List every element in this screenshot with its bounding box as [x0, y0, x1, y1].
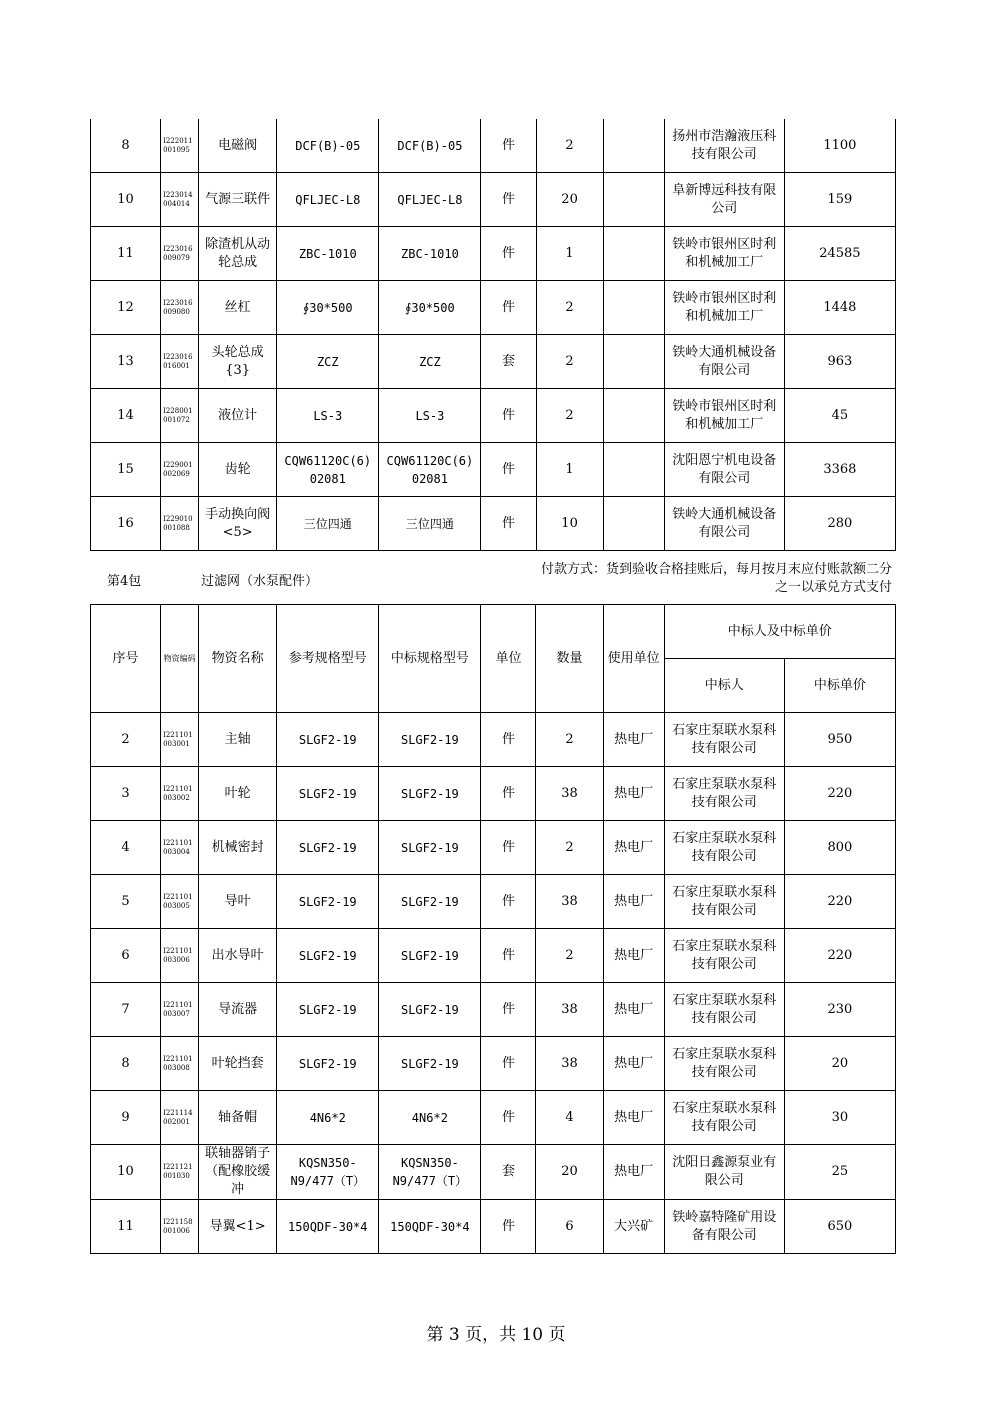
cell-ref-spec: SLGF2-19	[277, 713, 379, 767]
cell-qty: 2	[536, 281, 603, 335]
cell-no: 14	[91, 389, 161, 443]
cell-win-spec: QFLJEC-L8	[379, 173, 481, 227]
package-name: 过滤网（水泵配件）	[201, 574, 319, 589]
cell-user	[603, 443, 664, 497]
cell-winner: 石家庄泵联水泵科技有限公司	[664, 1037, 784, 1091]
header-ref-spec: 参考规格型号	[277, 605, 379, 713]
cell-price: 45	[784, 389, 895, 443]
cell-user: 热电厂	[603, 875, 664, 929]
cell-code: I221101 003006	[161, 929, 199, 983]
cell-unit: 套	[481, 1145, 536, 1200]
cell-no: 5	[91, 875, 161, 929]
cell-winner: 阜新博远科技有限公司	[664, 173, 784, 227]
cell-ref-spec: DCF(B)-05	[277, 119, 379, 173]
cell-code: I223016 016001	[161, 335, 199, 389]
cell-code: I222011 001095	[161, 119, 199, 173]
cell-unit: 件	[481, 119, 536, 173]
cell-qty: 2	[536, 119, 603, 173]
cell-name: 手动换向阀<5>	[199, 497, 277, 551]
cell-user: 热电厂	[603, 821, 664, 875]
table-row	[91, 713, 896, 767]
cell-ref-spec: ZCZ	[277, 335, 379, 389]
cell-no: 13	[91, 335, 161, 389]
cell-ref-spec: ZBC-1010	[277, 227, 379, 281]
cell-unit: 件	[481, 497, 536, 551]
cell-winner: 石家庄泵联水泵科技有限公司	[664, 713, 784, 767]
cell-name: 电磁阀	[199, 119, 277, 173]
cell-winner: 铁岭大通机械设备有限公司	[664, 335, 784, 389]
cell-ref-spec: SLGF2-19	[277, 821, 379, 875]
cell-code: I221121 001030	[161, 1145, 199, 1200]
cell-user	[603, 173, 664, 227]
cell-qty: 38	[536, 767, 603, 821]
header-name: 物资名称	[199, 605, 277, 713]
cell-qty: 20	[536, 1145, 603, 1200]
cell-no: 16	[91, 497, 161, 551]
cell-qty: 1	[536, 227, 603, 281]
cell-price: 800	[784, 821, 895, 875]
cell-ref-spec: SLGF2-19	[277, 983, 379, 1037]
payment-terms: 付款方式：货到验收合格挂账后，每月按月末应付账款额二分之一以承兑方式支付	[540, 562, 892, 595]
cell-ref-spec: 150QDF-30*4	[277, 1200, 379, 1254]
cell-win-spec: SLGF2-19	[379, 821, 481, 875]
cell-win-spec: CQW61120C(6) 02081	[379, 443, 481, 497]
cell-unit: 件	[481, 173, 536, 227]
cell-price: 20	[784, 1037, 895, 1091]
cell-user: 热电厂	[603, 1037, 664, 1091]
cell-ref-spec: 4N6*2	[277, 1091, 379, 1145]
cell-win-spec: 三位四通	[379, 497, 481, 551]
cell-qty: 38	[536, 1037, 603, 1091]
cell-name: 叶轮挡套	[199, 1037, 277, 1091]
header-user: 使用单位	[603, 605, 664, 713]
header-qty: 数量	[536, 605, 603, 713]
cell-qty: 20	[536, 173, 603, 227]
cell-qty: 2	[536, 389, 603, 443]
table-row	[91, 875, 896, 929]
cell-win-spec: ZBC-1010	[379, 227, 481, 281]
cell-price: 650	[784, 1200, 895, 1254]
cell-no: 8	[91, 1037, 161, 1091]
table-row	[91, 1145, 896, 1200]
table-row	[91, 443, 896, 497]
cell-winner: 铁岭嘉特隆矿用设备有限公司	[664, 1200, 784, 1254]
cell-qty: 2	[536, 335, 603, 389]
cell-qty: 38	[536, 875, 603, 929]
cell-price: 280	[784, 497, 895, 551]
cell-winner: 石家庄泵联水泵科技有限公司	[664, 875, 784, 929]
cell-code: I221101 003005	[161, 875, 199, 929]
cell-unit: 件	[481, 821, 536, 875]
cell-qty: 10	[536, 497, 603, 551]
cell-ref-spec: 三位四通	[277, 497, 379, 551]
table-row	[91, 119, 896, 173]
cell-user: 热电厂	[603, 767, 664, 821]
cell-code: I221101 003004	[161, 821, 199, 875]
cell-user	[603, 335, 664, 389]
cell-qty: 2	[536, 713, 603, 767]
table-row	[91, 497, 896, 551]
cell-unit: 套	[481, 335, 536, 389]
cell-unit: 件	[481, 443, 536, 497]
cell-win-spec: ZCZ	[379, 335, 481, 389]
cell-no: 10	[91, 173, 161, 227]
table-row	[91, 1091, 896, 1145]
cell-user	[603, 497, 664, 551]
table-row	[91, 227, 896, 281]
cell-user: 热电厂	[603, 929, 664, 983]
cell-no: 10	[91, 1145, 161, 1200]
cell-name: 轴备帽	[199, 1091, 277, 1145]
cell-no: 15	[91, 443, 161, 497]
table-row	[91, 983, 896, 1037]
table-row	[91, 929, 896, 983]
cell-qty: 38	[536, 983, 603, 1037]
cell-price: 1100	[784, 119, 895, 173]
cell-unit: 件	[481, 767, 536, 821]
cell-code: I229001 002069	[161, 443, 199, 497]
cell-unit: 件	[481, 389, 536, 443]
header-no: 序号	[91, 605, 161, 713]
cell-win-spec: SLGF2-19	[379, 1037, 481, 1091]
table-row	[91, 389, 896, 443]
cell-winner: 铁岭市银州区时利和机械加工厂	[664, 227, 784, 281]
cell-price: 25	[784, 1145, 895, 1200]
cell-winner: 铁岭市银州区时利和机械加工厂	[664, 389, 784, 443]
items-table-package-4	[90, 604, 896, 1254]
cell-name: 齿轮	[199, 443, 277, 497]
cell-win-spec: DCF(B)-05	[379, 119, 481, 173]
cell-no: 4	[91, 821, 161, 875]
cell-price: 3368	[784, 443, 895, 497]
cell-code: I223016 009080	[161, 281, 199, 335]
cell-win-spec: SLGF2-19	[379, 767, 481, 821]
cell-ref-spec: SLGF2-19	[277, 767, 379, 821]
cell-win-spec: KQSN350-N9/477（T）	[379, 1145, 481, 1200]
cell-win-spec: ∮30*500	[379, 281, 481, 335]
table-row	[91, 1200, 896, 1254]
cell-user: 热电厂	[603, 1145, 664, 1200]
cell-ref-spec: LS-3	[277, 389, 379, 443]
cell-name: 液位计	[199, 389, 277, 443]
cell-code: I221101 003008	[161, 1037, 199, 1091]
cell-user: 大兴矿	[603, 1200, 664, 1254]
cell-user	[603, 281, 664, 335]
cell-name: 导叶	[199, 875, 277, 929]
cell-no: 11	[91, 1200, 161, 1254]
cell-code: I223016 009079	[161, 227, 199, 281]
cell-user	[603, 389, 664, 443]
cell-user	[603, 119, 664, 173]
cell-qty: 2	[536, 929, 603, 983]
cell-ref-spec: QFLJEC-L8	[277, 173, 379, 227]
cell-price: 30	[784, 1091, 895, 1145]
cell-qty: 6	[536, 1200, 603, 1254]
cell-win-spec: LS-3	[379, 389, 481, 443]
cell-unit: 件	[481, 227, 536, 281]
cell-price: 24585	[784, 227, 895, 281]
header-price: 中标单价	[784, 659, 895, 713]
cell-win-spec: SLGF2-19	[379, 875, 481, 929]
cell-price: 950	[784, 713, 895, 767]
cell-name: 头轮总成{3}	[199, 335, 277, 389]
cell-name: 叶轮	[199, 767, 277, 821]
cell-unit: 件	[481, 929, 536, 983]
cell-winner: 沈阳日鑫源泵业有限公司	[664, 1145, 784, 1200]
cell-name: 丝杠	[199, 281, 277, 335]
cell-no: 12	[91, 281, 161, 335]
cell-price: 963	[784, 335, 895, 389]
header-winner-group: 中标人及中标单价	[664, 605, 895, 659]
cell-name: 气源三联件	[199, 173, 277, 227]
cell-winner: 铁岭大通机械设备有限公司	[664, 497, 784, 551]
cell-ref-spec: ∮30*500	[277, 281, 379, 335]
cell-code: I221101 003002	[161, 767, 199, 821]
cell-qty: 4	[536, 1091, 603, 1145]
header-unit: 单位	[481, 605, 536, 713]
cell-ref-spec: SLGF2-19	[277, 1037, 379, 1091]
header-winner: 中标人	[664, 659, 784, 713]
cell-code: I221158 001006	[161, 1200, 199, 1254]
cell-win-spec: 4N6*2	[379, 1091, 481, 1145]
cell-user	[603, 227, 664, 281]
header-code: 物资编码	[161, 605, 199, 713]
cell-code: I223014 004014	[161, 173, 199, 227]
cell-unit: 件	[481, 1200, 536, 1254]
cell-ref-spec: SLGF2-19	[277, 875, 379, 929]
cell-user: 热电厂	[603, 713, 664, 767]
cell-name: 联轴器销子（配橡胶缓冲	[199, 1145, 277, 1200]
cell-win-spec: SLGF2-19	[379, 929, 481, 983]
cell-win-spec: SLGF2-19	[379, 713, 481, 767]
cell-name: 导流器	[199, 983, 277, 1037]
cell-code: I221101 003001	[161, 713, 199, 767]
cell-no: 11	[91, 227, 161, 281]
package-number: 第4包	[107, 574, 142, 589]
cell-unit: 件	[481, 1037, 536, 1091]
cell-winner: 石家庄泵联水泵科技有限公司	[664, 929, 784, 983]
cell-name: 机械密封	[199, 821, 277, 875]
cell-name: 出水导叶	[199, 929, 277, 983]
cell-winner: 石家庄泵联水泵科技有限公司	[664, 821, 784, 875]
cell-no: 8	[91, 119, 161, 173]
cell-no: 7	[91, 983, 161, 1037]
cell-winner: 铁岭市银州区时利和机械加工厂	[664, 281, 784, 335]
cell-price: 230	[784, 983, 895, 1037]
cell-unit: 件	[481, 983, 536, 1037]
cell-no: 3	[91, 767, 161, 821]
cell-winner: 石家庄泵联水泵科技有限公司	[664, 767, 784, 821]
page-footer: 第 3 页，共 10 页	[426, 1325, 566, 1345]
cell-winner: 沈阳恩宁机电设备有限公司	[664, 443, 784, 497]
cell-unit: 件	[481, 875, 536, 929]
cell-code: I221101 003007	[161, 983, 199, 1037]
table-row	[91, 173, 896, 227]
cell-ref-spec: KQSN350-N9/477（T）	[277, 1145, 379, 1200]
cell-ref-spec: CQW61120C(6) 02081	[277, 443, 379, 497]
table-row	[91, 335, 896, 389]
cell-price: 220	[784, 929, 895, 983]
cell-no: 6	[91, 929, 161, 983]
table-row	[91, 821, 896, 875]
cell-user: 热电厂	[603, 983, 664, 1037]
cell-code: I228001 001072	[161, 389, 199, 443]
cell-win-spec: SLGF2-19	[379, 983, 481, 1037]
cell-winner: 扬州市浩瀚液压科技有限公司	[664, 119, 784, 173]
cell-price: 220	[784, 767, 895, 821]
cell-user: 热电厂	[603, 1091, 664, 1145]
cell-unit: 件	[481, 281, 536, 335]
header-win-spec: 中标规格型号	[379, 605, 481, 713]
cell-price: 1448	[784, 281, 895, 335]
cell-winner: 石家庄泵联水泵科技有限公司	[664, 983, 784, 1037]
cell-no: 9	[91, 1091, 161, 1145]
table-row	[91, 281, 896, 335]
cell-name: 主轴	[199, 713, 277, 767]
cell-name: 除渣机从动轮总成	[199, 227, 277, 281]
cell-qty: 1	[536, 443, 603, 497]
cell-code: I229010 001088	[161, 497, 199, 551]
cell-winner: 石家庄泵联水泵科技有限公司	[664, 1091, 784, 1145]
table-row	[91, 1037, 896, 1091]
cell-unit: 件	[481, 1091, 536, 1145]
cell-win-spec: 150QDF-30*4	[379, 1200, 481, 1254]
cell-price: 159	[784, 173, 895, 227]
items-table-continued	[90, 119, 896, 551]
cell-unit: 件	[481, 713, 536, 767]
cell-no: 2	[91, 713, 161, 767]
cell-price: 220	[784, 875, 895, 929]
cell-code: I221114 002001	[161, 1091, 199, 1145]
table-row	[91, 767, 896, 821]
cell-name: 导翼<1>	[199, 1200, 277, 1254]
cell-ref-spec: SLGF2-19	[277, 929, 379, 983]
cell-qty: 2	[536, 821, 603, 875]
